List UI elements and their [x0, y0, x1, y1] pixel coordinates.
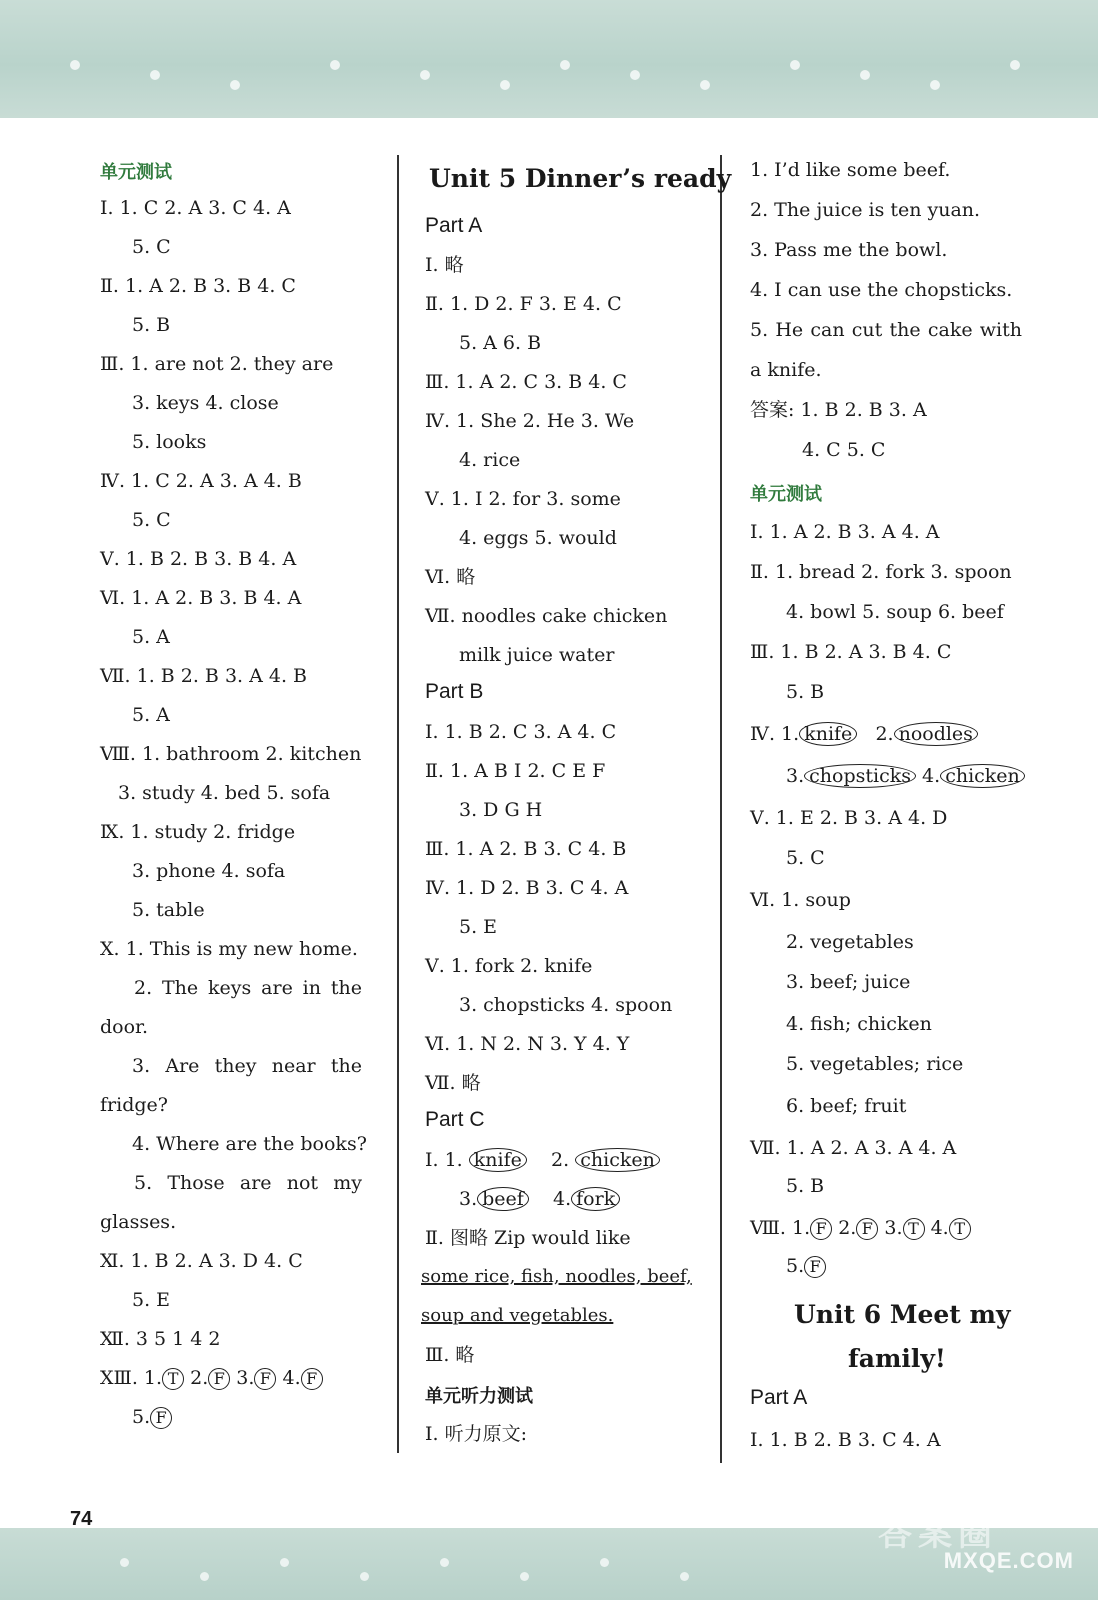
answer-line: 4. bowl 5. soup 6. beef [786, 601, 1004, 623]
answer-line: Ⅰ. 1. B 2. B 3. C 4. A [750, 1429, 941, 1451]
answer-line: 5. He can cut the cake with [750, 319, 1022, 341]
answer-line: milk juice water [459, 644, 615, 666]
circled-letter: F [804, 1256, 826, 1278]
banner-dot [1010, 60, 1020, 70]
circled-word: chopsticks [804, 764, 916, 788]
circled-word: beef [477, 1187, 529, 1211]
circled-word: chicken [575, 1148, 660, 1172]
answer-line: 3. phone 4. sofa [132, 860, 286, 882]
item-number: 4. [930, 1217, 949, 1239]
item-number: 3. [786, 765, 805, 787]
circled-word: fork [571, 1187, 620, 1211]
answer-line: 5. C [132, 509, 171, 531]
tf-label: Ⅷ. 1. [750, 1217, 811, 1239]
banner-dot [790, 60, 800, 70]
answer-line: Ⅱ. 1. A B I 2. C E F [425, 760, 606, 782]
unit-title: Unit 5 Dinner’s ready [429, 164, 732, 193]
answer-line: 3. chopsticks 4. spoon [459, 994, 673, 1016]
circled-letter: F [254, 1368, 276, 1390]
page-number: 74 [70, 1508, 93, 1530]
answer-line: Ⅴ. 1. fork 2. knife [425, 955, 593, 977]
answer-line: 2. The juice is ten yuan. [750, 199, 981, 221]
answer-line-tf [786, 1254, 826, 1280]
item-number: 3. [459, 1188, 478, 1210]
answer-line: Ⅷ. 1. bathroom 2. kitchen [100, 743, 362, 765]
answer-line-tf [100, 1366, 323, 1392]
banner-dot [700, 80, 710, 90]
answer-line: Ⅸ. 1. study 2. fridge [100, 821, 296, 843]
answer-line: Ⅵ. 1. soup [750, 889, 851, 911]
answer-line: Ⅰ. 1. B 2. C 3. A 4. C [425, 721, 617, 743]
column-divider-right [720, 155, 722, 1463]
answer-line-tf [750, 1216, 971, 1242]
circle-label: Ⅰ. 1. [425, 1149, 463, 1171]
answer-line: Ⅲ. 1. A 2. B 3. C 4. B [425, 838, 627, 860]
answer-line: a knife. [750, 359, 822, 381]
answer-line: 5. table [132, 899, 205, 921]
answer-line-circled [425, 1148, 660, 1174]
banner-dot [930, 80, 940, 90]
banner-dot [500, 80, 510, 90]
answer-line: 3. Are they near the [132, 1055, 362, 1077]
answer-line: 2. vegetables [786, 931, 914, 953]
circled-letter: F [208, 1368, 230, 1390]
answer-line: Ⅶ. 1. A 2. A 3. A 4. A [750, 1137, 957, 1159]
answer-line: 2. The keys are in the [134, 977, 362, 999]
circled-letter: F [150, 1407, 172, 1429]
tf-label: ⅩⅢ. 1. [100, 1367, 163, 1389]
answer-line: Ⅹ. 1. This is my new home. [100, 938, 358, 960]
item-number: 4. [282, 1367, 301, 1389]
item-number: 3. [236, 1367, 255, 1389]
answer-line: Ⅲ. 1. are not 2. they are [100, 353, 334, 375]
section-heading-unit-test: 单元测试 [750, 484, 822, 505]
banner-dot [520, 1572, 529, 1581]
item-number: 4. [553, 1188, 572, 1210]
answer-line: door. [100, 1016, 149, 1038]
item-number: 3. [884, 1217, 903, 1239]
answer-line: 5. B [786, 1175, 825, 1197]
column-divider-left [397, 155, 399, 1453]
answer-line: 5. Those are not my [134, 1172, 362, 1194]
answer-line: Ⅱ. 1. A 2. B 3. B 4. C [100, 275, 296, 297]
watermark-text: MXQE.COM [943, 1548, 1074, 1573]
answer-line: Ⅶ. noodles cake chicken [425, 605, 668, 627]
answer-line: 3. keys 4. close [132, 392, 279, 414]
circled-letter: T [903, 1218, 925, 1240]
banner-dot [120, 1558, 129, 1567]
banner-dot [70, 60, 80, 70]
item-number: 5. [132, 1406, 151, 1428]
banner-dot [860, 70, 870, 80]
answer-line: 4. eggs 5. would [459, 527, 617, 549]
answer-line: Ⅵ. 略 [425, 566, 476, 588]
banner-dot [200, 1572, 209, 1581]
answer-line: 5. C [132, 236, 171, 258]
circled-letter: F [301, 1368, 323, 1390]
item-number: 2. [551, 1149, 570, 1171]
item-number: 2. [190, 1367, 209, 1389]
answer-line: 5. C [786, 847, 825, 869]
circled-letter: T [949, 1218, 971, 1240]
answer-line-circled [459, 1187, 620, 1213]
answer-line: Ⅰ. 略 [425, 254, 464, 276]
item-number: 4. [922, 765, 941, 787]
answer-line: Ⅵ. 1. N 2. N 3. Y 4. Y [425, 1033, 630, 1055]
answer-line: 4. C 5. C [802, 439, 886, 461]
banner-dot [280, 1558, 289, 1567]
circled-word: knife [799, 722, 857, 746]
answer-line: Ⅺ. 1. B 2. A 3. D 4. C [100, 1250, 303, 1272]
answer-line: 3. D G H [459, 799, 543, 821]
answer-line: 3. beef; juice [786, 971, 911, 993]
circled-word: noodles [894, 722, 978, 746]
section-heading-listening: 单元听力测试 [425, 1386, 533, 1407]
answer-line: 5. B [786, 681, 825, 703]
answer-line: 4. I can use the chopsticks. [750, 279, 1013, 301]
answer-line: fridge? [100, 1094, 168, 1116]
banner-dot [360, 1572, 369, 1581]
circled-letter: F [810, 1218, 832, 1240]
item-number: 2. [875, 723, 894, 745]
item-number: 2. [838, 1217, 857, 1239]
answer-line: 5. E [132, 1289, 171, 1311]
answer-line-tf [132, 1405, 172, 1431]
answer-line-circled [786, 764, 1025, 790]
answer-line: Ⅲ. 1. A 2. C 3. B 4. C [425, 371, 627, 393]
answer-line: Ⅲ. 1. B 2. A 3. B 4. C [750, 641, 952, 663]
circled-word: chicken [940, 764, 1025, 788]
answer-line: Ⅵ. 1. A 2. B 3. B 4. A [100, 587, 302, 609]
answer-line: 3. Pass me the bowl. [750, 239, 948, 261]
answer-line: Ⅴ. 1. E 2. B 3. A 4. D [750, 807, 948, 829]
answer-line: Ⅰ. 听力原文: [425, 1423, 527, 1445]
top-decorative-banner [0, 0, 1098, 118]
circle-label: Ⅳ. 1. [750, 723, 800, 745]
answer-line: 5. B [132, 314, 171, 336]
banner-dot [150, 70, 160, 80]
item-number: 5. [786, 1255, 805, 1277]
banner-dot [680, 1572, 689, 1581]
circled-letter: F [856, 1218, 878, 1240]
answer-line: 4. rice [459, 449, 521, 471]
answer-line: Ⅳ. 1. C 2. A 3. A 4. B [100, 470, 302, 492]
answer-line: 1. I’d like some beef. [750, 159, 951, 181]
answer-line: Ⅴ. 1. B 2. B 3. B 4. A [100, 548, 297, 570]
banner-dot [630, 70, 640, 80]
answer-line: Ⅱ. 1. bread 2. fork 3. spoon [750, 561, 1012, 583]
answer-line-underlined: soup and vegetables. [421, 1305, 614, 1326]
part-heading: Part C [425, 1108, 485, 1131]
banner-dot [330, 60, 340, 70]
answer-line: Ⅶ. 1. B 2. B 3. A 4. B [100, 665, 307, 687]
answer-line: 5. A [132, 704, 170, 726]
answer-line: 6. beef; fruit [786, 1095, 907, 1117]
answer-line: Ⅰ. 1. A 2. B 3. A 4. A [750, 521, 940, 543]
answer-line: glasses. [100, 1211, 177, 1233]
answer-line: Ⅳ. 1. She 2. He 3. We [425, 410, 635, 432]
answer-line: Ⅶ. 略 [425, 1072, 481, 1094]
circled-word: knife [469, 1148, 527, 1172]
answer-line: 5. looks [132, 431, 207, 453]
answer-line-circled [750, 722, 978, 748]
part-heading: Part A [750, 1386, 808, 1409]
answer-line: Ⅲ. 略 [425, 1344, 475, 1366]
banner-dot [600, 1558, 609, 1567]
watermark-logo: 答案圈 [878, 1514, 998, 1554]
answer-line: Ⅱ. 图略 Zip would like [425, 1227, 631, 1249]
section-heading-unit-test: 单元测试 [100, 162, 172, 183]
answer-line: Ⅰ. 1. C 2. A 3. C 4. A [100, 197, 291, 219]
circled-letter: T [162, 1368, 184, 1390]
answer-line: 答案: 1. B 2. B 3. A [750, 399, 927, 421]
answer-line: 5. vegetables; rice [786, 1053, 964, 1075]
answer-line: Ⅴ. 1. I 2. for 3. some [425, 488, 621, 510]
answer-line: 4. Where are the books? [132, 1133, 367, 1155]
banner-dot [560, 60, 570, 70]
unit-title: Unit 6 Meet my [794, 1300, 1011, 1329]
banner-dot [440, 1558, 449, 1567]
answer-line: 4. fish; chicken [786, 1013, 932, 1035]
answer-line: Ⅱ. 1. D 2. F 3. E 4. C [425, 293, 622, 315]
answer-line: Ⅳ. 1. D 2. B 3. C 4. A [425, 877, 629, 899]
part-heading: Part A [425, 214, 483, 237]
banner-dot [420, 70, 430, 80]
answer-line: 3. study 4. bed 5. sofa [118, 782, 331, 804]
unit-title: family! [848, 1344, 946, 1373]
answer-line: 5. A [132, 626, 170, 648]
answer-line: 5. A 6. B [459, 332, 542, 354]
part-heading: Part B [425, 680, 484, 703]
answer-line-underlined: some rice, fish, noodles, beef, [421, 1266, 692, 1287]
banner-dot [230, 80, 240, 90]
answer-line: Ⅻ. 3 5 1 4 2 [100, 1328, 221, 1350]
answer-line: 5. E [459, 916, 498, 938]
